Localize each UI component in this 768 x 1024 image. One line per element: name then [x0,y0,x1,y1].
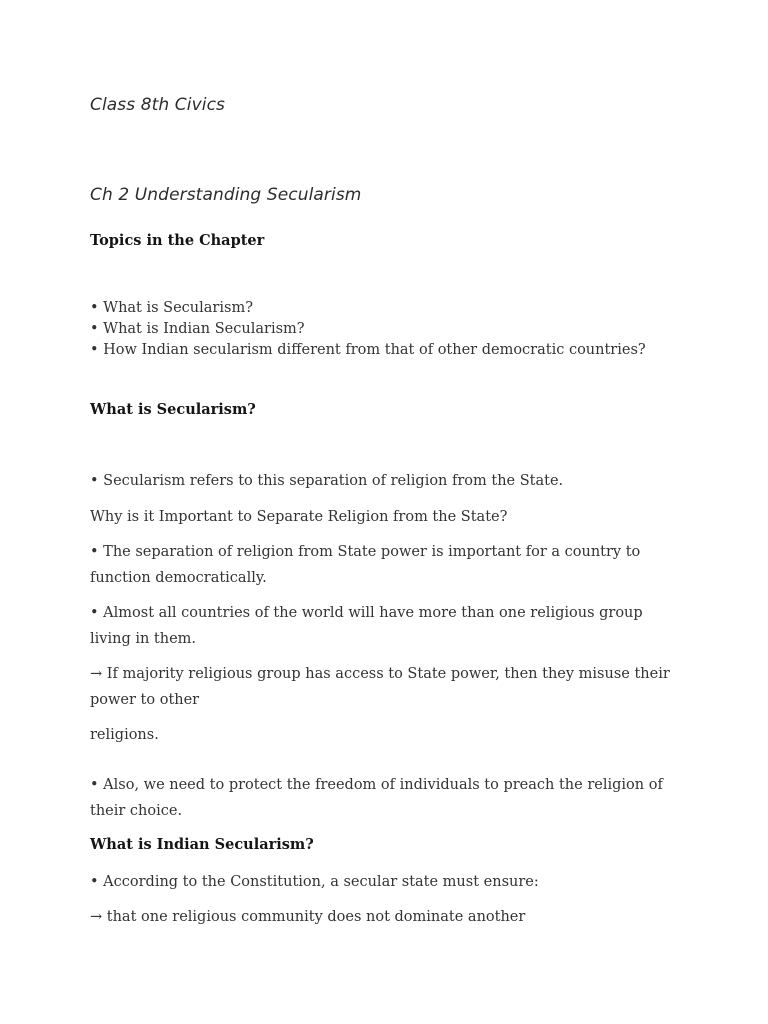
topic-item: • How Indian secularism different from that of other democratic countries? [90,341,646,358]
section-heading-secularism: What is Secularism? [90,401,256,418]
paragraph: religions. [90,727,159,743]
section-heading-indian-secularism: What is Indian Secularism? [90,836,314,853]
topic-item: • What is Indian Secularism? [90,320,305,337]
topics-list [90,298,646,360]
chapter-title: Ch 2 Understanding Secularism [90,185,362,205]
paragraph: • The separation of religion from State power is important for a country to function democratically. [90,544,641,586]
topics-heading: Topics in the Chapter [90,232,265,249]
paragraph: • Also, we need to protect the freedom of individuals to preach the religion of their choice. [90,777,663,819]
class-title: Class 8th Civics [90,95,225,115]
subheading-why-separate: Why is it Important to Separate Religion from the State? [90,509,508,525]
paragraph: • Almost all countries of the world will have more than one religious group living in them. [90,605,643,647]
paragraph: • Secularism refers to this separation of religion from the State. [90,473,564,489]
paragraph: → that one religious community does not dominate another [90,909,526,925]
topic-item: • What is Secularism? [90,300,253,316]
paragraph: • According to the Constitution, a secular state must ensure: [90,874,539,890]
paragraph: → If majority religious group has access to State power, then they misuse their power to other [90,666,670,708]
